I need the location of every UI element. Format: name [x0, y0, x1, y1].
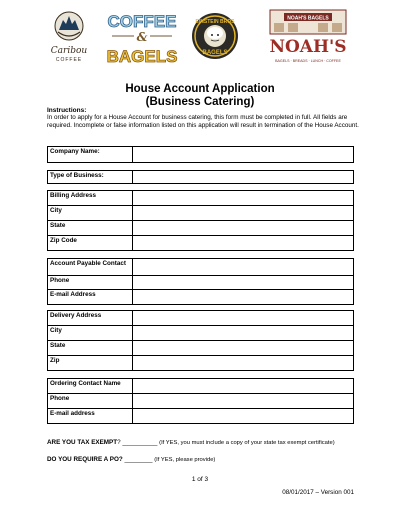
- brand-logos-header: [0, 0, 400, 70]
- delivery-city-field[interactable]: [133, 326, 354, 341]
- svg-text:COFFEE: COFFEE: [55, 57, 83, 63]
- payable-email-field[interactable]: [133, 290, 354, 305]
- ordering-contact-label: Ordering Contact Name: [48, 379, 133, 394]
- ordering-contact-field[interactable]: [133, 379, 354, 394]
- einstein-bros-bagels-logo: [191, 12, 239, 60]
- tax-exempt-blank[interactable]: __________: [122, 439, 158, 446]
- business-type-label: Type of Business:: [48, 171, 133, 184]
- svg-text:BAGELS: BAGELS: [202, 50, 228, 56]
- business-type-field[interactable]: [133, 171, 354, 184]
- caribou-coffee-logo: [44, 10, 94, 64]
- billing-city-field[interactable]: [133, 206, 354, 221]
- tax-exempt-label: ARE YOU TAX EXEMPT: [47, 439, 118, 446]
- delivery-section: [47, 310, 354, 371]
- billing-city-label: City: [48, 206, 133, 221]
- ordering-phone-label: Phone: [48, 394, 133, 409]
- ordering-phone-field[interactable]: [133, 394, 354, 409]
- company-name-field[interactable]: [133, 147, 354, 163]
- instructions-heading: Instructions:: [47, 107, 87, 114]
- svg-text:NOAH'S BAGELS: NOAH'S BAGELS: [287, 15, 329, 22]
- instructions-text: In order to apply for a House Account for business catering, this form must be completed in full. All fields are required. Incomplete or false information listed on this application will result in termination of the House Account.: [47, 114, 359, 130]
- payable-phone-field[interactable]: [133, 276, 354, 290]
- delivery-zip-field[interactable]: [133, 356, 354, 371]
- company-section: [47, 146, 354, 163]
- po-label: DO YOU REQUIRE A PO?: [47, 456, 123, 463]
- svg-text:Caribou: Caribou: [50, 46, 88, 56]
- ordering-section: [47, 378, 354, 424]
- billing-address-label: Billing Address: [48, 191, 133, 206]
- svg-text:BAGELS: BAGELS: [106, 47, 178, 66]
- delivery-zip-label: Zip: [48, 356, 133, 371]
- delivery-address-label: Delivery Address: [48, 311, 133, 326]
- po-question: [47, 456, 215, 463]
- delivery-state-field[interactable]: [133, 341, 354, 356]
- billing-state-label: State: [48, 221, 133, 236]
- delivery-address-field[interactable]: [133, 311, 354, 326]
- ordering-email-field[interactable]: [133, 409, 354, 424]
- po-blank[interactable]: ________: [124, 456, 153, 463]
- po-note: (If YES, please provide): [154, 457, 216, 463]
- svg-text:COFFEE: COFFEE: [107, 12, 177, 31]
- billing-zip-label: Zip Code: [48, 236, 133, 251]
- payable-section: [47, 258, 354, 305]
- company-name-label: Company Name:: [48, 147, 133, 163]
- business-section: [47, 170, 354, 184]
- noahs-bagels-logo: [260, 8, 356, 66]
- tax-exempt-note: (If YES, you must include a copy of your state tax exempt certificate): [159, 440, 335, 446]
- svg-text:&: &: [136, 30, 148, 44]
- svg-text:NOAH'S: NOAH'S: [269, 37, 347, 57]
- page-number: 1 of 3: [191, 476, 209, 483]
- delivery-city-label: City: [48, 326, 133, 341]
- payable-contact-field[interactable]: [133, 259, 354, 276]
- ordering-email-label: E-mail address: [48, 409, 133, 424]
- payable-email-label: E-mail Address: [48, 290, 133, 305]
- payable-contact-label: Account Payable Contact: [48, 259, 133, 276]
- payable-phone-label: Phone: [48, 276, 133, 290]
- tax-exempt-question: [47, 439, 335, 446]
- billing-zip-field[interactable]: [133, 236, 354, 251]
- form-subtitle: (Business Catering): [145, 96, 255, 108]
- version-footer: 08/01/2017 – Version 001: [282, 489, 354, 496]
- delivery-state-label: State: [48, 341, 133, 356]
- tax-exempt-mark: ?: [117, 439, 121, 446]
- svg-text:EINSTEIN BROS: EINSTEIN BROS: [195, 19, 235, 25]
- billing-address-field[interactable]: [133, 191, 354, 206]
- svg-text:BAGELS · BREADS · LUNCH · COFF: BAGELS · BREADS · LUNCH · COFFEE: [275, 59, 341, 63]
- coffee-and-bagels-logo: [98, 8, 186, 66]
- form-title: House Account Application: [125, 83, 275, 95]
- billing-section: [47, 190, 354, 251]
- billing-state-field[interactable]: [133, 221, 354, 236]
